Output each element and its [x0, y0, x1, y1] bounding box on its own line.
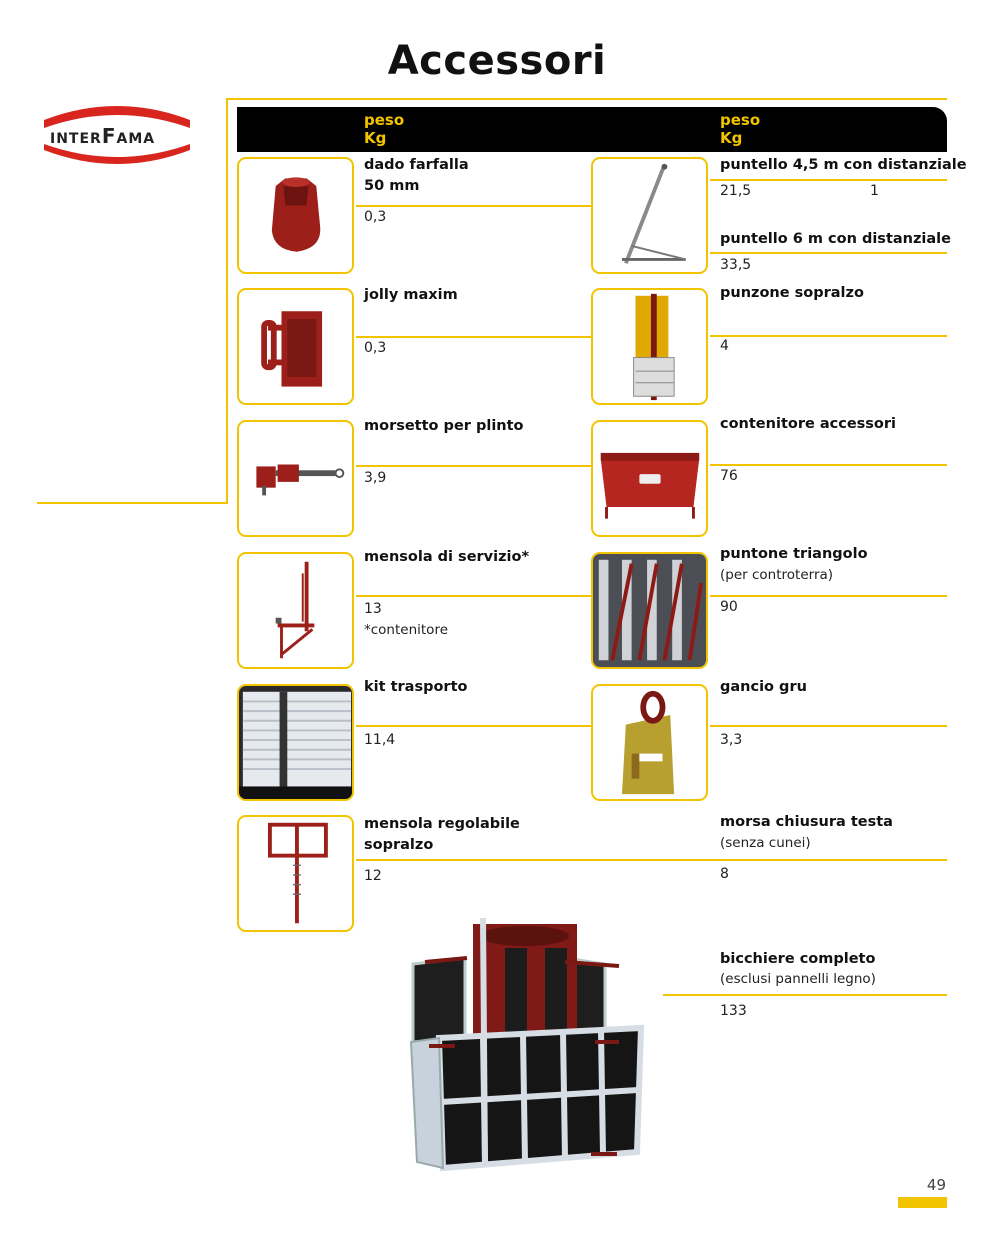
- item-weight: 12: [364, 868, 382, 884]
- frame-line-vertical: [226, 98, 228, 504]
- item-name: kit trasporto: [364, 679, 468, 695]
- product-image-mensola-di-servizio: [237, 552, 354, 669]
- row-divider: [710, 335, 947, 337]
- item-name: contenitore accessori: [720, 416, 897, 432]
- item-name: puntone triangolo: [720, 546, 868, 562]
- interfama-logo: [38, 98, 196, 176]
- header-weight-label-right: peso: [720, 111, 761, 129]
- header-unit-label-right: Kg: [720, 129, 743, 147]
- product-image-mensola-regolabile: [237, 815, 354, 932]
- row-divider: [356, 859, 947, 861]
- item-note: (esclusi pannelli legno): [720, 971, 876, 987]
- item-name: mensola regolabile: [364, 816, 520, 832]
- row-divider: [710, 464, 947, 466]
- item-weight: 90: [720, 599, 738, 615]
- item-weight: 8: [720, 866, 729, 882]
- product-image-bicchiere-completo: [405, 918, 660, 1180]
- row-divider: [710, 725, 947, 727]
- svg-text:INTERFAMA: INTERFAMA: [50, 124, 156, 148]
- page-number-bar: [898, 1197, 947, 1208]
- item-weight: 76: [720, 468, 738, 484]
- item-weight: 11,4: [364, 732, 396, 748]
- row-divider: [356, 595, 591, 597]
- item-weight: 13: [364, 601, 382, 617]
- item-weight: 21,5: [720, 183, 752, 199]
- item-name: bicchiere completo: [720, 951, 876, 967]
- item-name: puntello 4,5 m con distanziale: [720, 157, 967, 173]
- product-image-punzone-sopralzo: [591, 288, 708, 405]
- item-weight: 0,3: [364, 209, 387, 225]
- item-name: jolly maxim: [364, 287, 458, 303]
- item-name: gancio gru: [720, 679, 807, 695]
- item-name: morsa chiusura testa: [720, 814, 893, 830]
- row-divider: [710, 595, 947, 597]
- item-quantity: 1: [870, 183, 879, 199]
- item-weight: 33,5: [720, 257, 752, 273]
- item-weight: 3,3: [720, 732, 743, 748]
- item-note: (senza cunei): [720, 835, 811, 851]
- item-weight: 4: [720, 338, 729, 354]
- item-name: dado farfalla: [364, 157, 469, 173]
- frame-line-top: [228, 98, 947, 100]
- item-name: mensola di servizio*: [364, 549, 530, 565]
- product-image-puntello: [591, 157, 708, 274]
- product-image-kit-trasporto: [237, 684, 354, 801]
- item-name: puntello 6 m con distanziale: [720, 231, 951, 247]
- row-divider: [356, 725, 591, 727]
- row-divider: [356, 205, 591, 207]
- product-image-dado-farfalla: [237, 157, 354, 274]
- item-name-line2: sopralzo: [364, 837, 434, 853]
- header-weight-label-left: peso: [364, 111, 405, 129]
- row-divider: [710, 179, 947, 181]
- item-weight: 133: [720, 1003, 747, 1019]
- item-name-line2: 50 mm: [364, 178, 420, 194]
- item-weight: 0,3: [364, 340, 387, 356]
- item-note: *contenitore: [364, 622, 449, 638]
- product-image-contenitore-accessori: [591, 420, 708, 537]
- header-unit-label-left: Kg: [364, 129, 387, 147]
- product-image-gancio-gru: [591, 684, 708, 801]
- row-divider: [663, 994, 947, 996]
- row-divider: [356, 465, 591, 467]
- product-image-morsetto-per-plinto: [237, 420, 354, 537]
- table-header: [237, 107, 947, 152]
- page-number: 49: [926, 1176, 946, 1194]
- frame-line-left: [37, 502, 228, 504]
- product-image-jolly-maxim: [237, 288, 354, 405]
- row-divider: [710, 252, 947, 254]
- page-title: Accessori: [387, 38, 607, 84]
- item-note: (per controterra): [720, 567, 834, 583]
- item-name: morsetto per plinto: [364, 418, 524, 434]
- item-name: punzone sopralzo: [720, 285, 864, 301]
- row-divider: [356, 336, 591, 338]
- item-weight: 3,9: [364, 470, 387, 486]
- product-image-puntone-triangolo: [591, 552, 708, 669]
